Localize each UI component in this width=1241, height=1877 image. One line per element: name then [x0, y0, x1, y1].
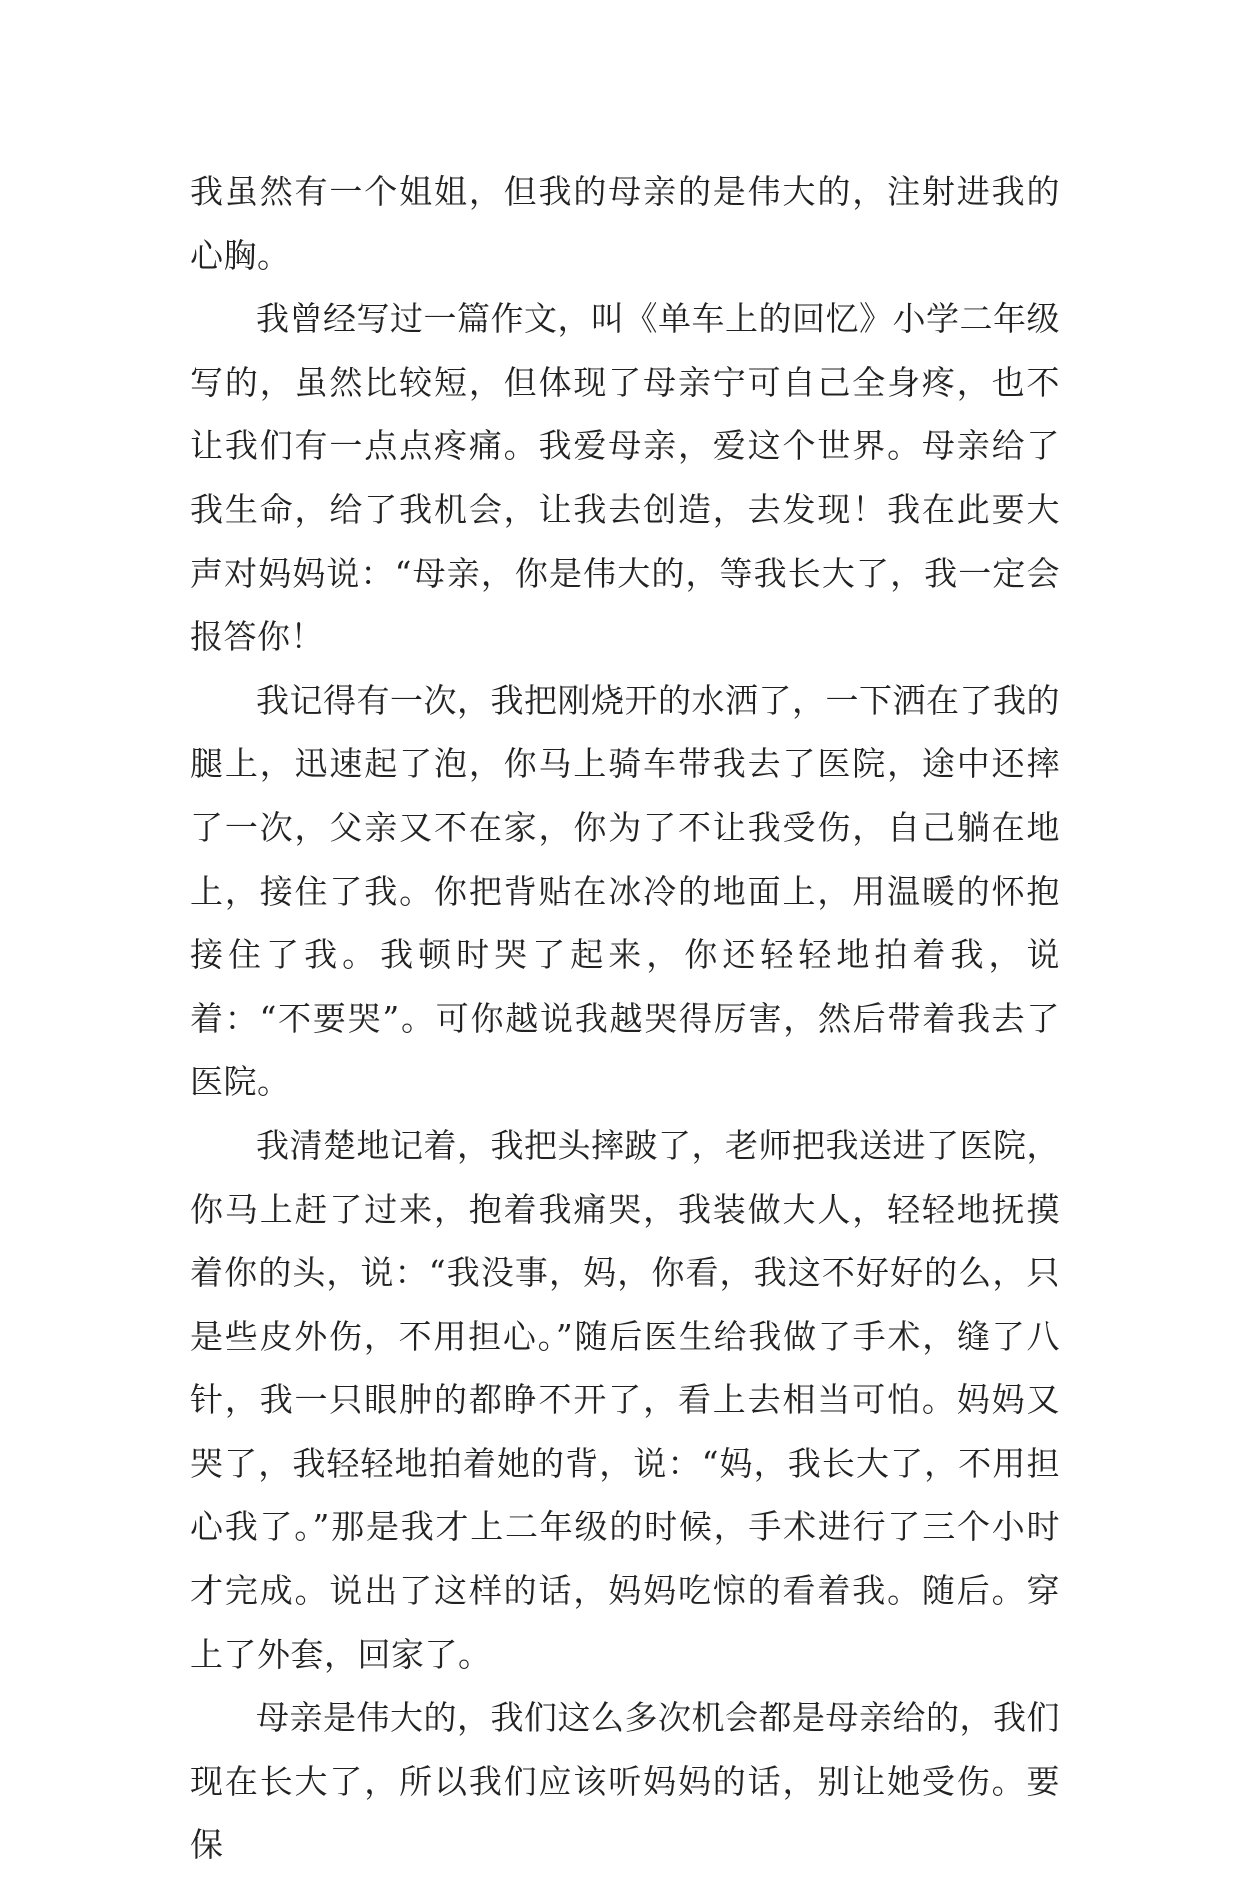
paragraph-boiling-water: 我记得有一次，我把刚烧开的水洒了，一下洒在了我的腿上，迅速起了泡，你马上骑车带我去了医院，途中还摔了一次，父亲又不在家，你为了不让我受伤，自己躺在地上，接住了我。你把背贴在冰冷的地面上，用温暖的怀抱接住了我。我顿时哭了起来，你还轻轻地拍着我，说着：“不要哭”。可你越说我越哭得厉害，然后带着我去了医院。 [190, 680, 1060, 1102]
paragraph-conclusion: 母亲是伟大的，我们这么多次机会都是母亲给的，我们现在长大了，所以我们应该听妈妈的话，别让她受伤。要保 [190, 1698, 1060, 1865]
paragraph-continuation: 我虽然有一个姐姐，但我的母亲的是伟大的，注射进我的心胸。 [190, 172, 1060, 275]
paragraph-head-injury: 我清楚地记着，我把头摔跛了，老师把我送进了医院，你马上赶了过来，抱着我痛哭，我装做大人，轻轻地抚摸着你的头，说：“我没事，妈，你看，我这不好好的么，只是些皮外伤，不用担心。”随后医生给我做了手术，缝了八针，我一只眼肿的都睁不开了，看上去相当可怕。妈妈又哭了，我轻轻地拍着她的背，说：“妈，我长大了，不用担心我了。”那是我才上二年级的时候，手术进行了三个小时才完成。说出了这样的话，妈妈吃惊的看着我。随后。穿上了外套，回家了。 [190, 1125, 1060, 1674]
paragraph-essay-memory: 我曾经写过一篇作文，叫《单车上的回忆》小学二年级写的，虽然比较短，但体现了母亲宁可自己全身疼，也不让我们有一点点疼痛。我爱母亲，爱这个世界。母亲给了我生命，给了我机会，让我去创造，去发现！我在此要大声对妈妈说：“母亲，你是伟大的，等我长大了，我一定会报答你！ [190, 299, 1060, 657]
document-body [190, 160, 1060, 1877]
